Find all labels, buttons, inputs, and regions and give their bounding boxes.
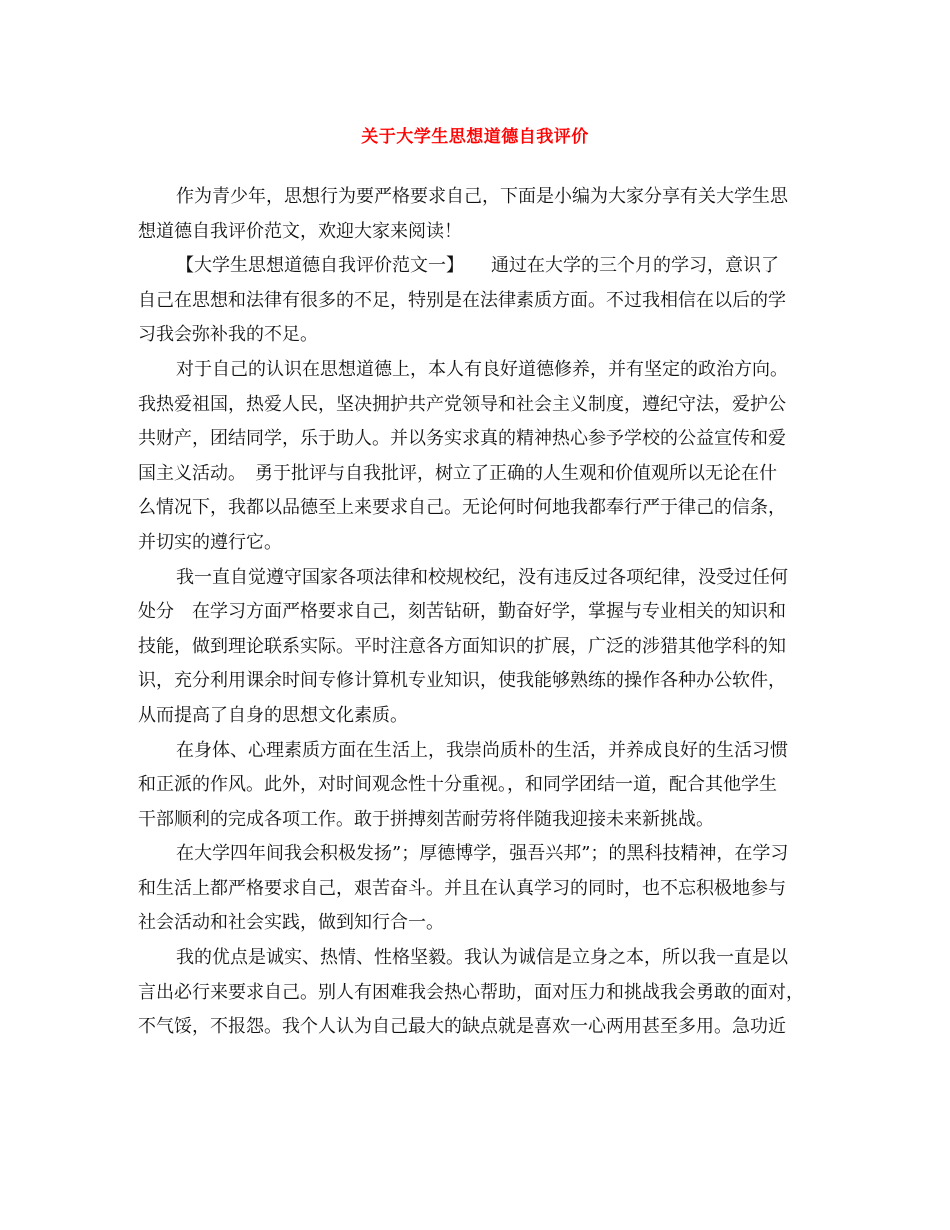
paragraph — [138, 561, 828, 734]
paragraph-line: 社会活动和社会实践，做到知行合一。 — [138, 912, 444, 934]
paragraph-line: 技能，做到理论联系实际。平时注意各方面知识的扩展，广泛的涉猎其他学科的知 — [138, 635, 786, 657]
paragraph-line: 不气馁，不报怨。我个人认为自己最大的缺点就是喜欢一心两用甚至多用。急功近 — [138, 1016, 786, 1038]
paragraph-line: 作为青少年，思想行为要严格要求自己，下面是小编为大家分享有关大学生思 — [176, 186, 788, 207]
paragraph-line: 对于自己的认识在思想道德上，本人有良好道德修养，并有坚定的政治方向。 — [176, 358, 788, 380]
paragraph-line: 在大学四年间我会积极发扬”；厚德博学，强吾兴邦”；的黑科技精神，在学习 — [176, 843, 789, 865]
paragraph — [138, 734, 828, 838]
paragraph-line: 我一直自觉遵守国家各项法律和校规校纪，没有违反过各项纪律，没受过任何 — [176, 566, 788, 588]
paragraph-line: 处分 在学习方面严格要求自己，刻苦钻研，勤奋好学，掌握与专业相关的知识和 — [138, 601, 786, 623]
document-body — [138, 180, 828, 1045]
paragraph — [138, 941, 828, 1045]
paragraph-line: 和生活上都严格要求自己，艰苦奋斗。并且在认真学习的同时，也不忘积极地参与 — [138, 877, 786, 899]
paragraph-line: 和正派的作风。此外，对时间观念性十分重视。，和同学团结一道，配合其他学生 — [138, 774, 777, 796]
paragraph-line: 言出必行来要求自己。别人有困难我会热心帮助，面对压力和挑战我会勇敢的面对， — [138, 981, 804, 1003]
paragraph — [138, 837, 828, 941]
paragraph-line: 我热爱祖国，热爱人民，坚决拥护共产党领导和社会主义制度，遵纪守法，爱护公 — [138, 393, 786, 415]
paragraph-line: 识，充分利用课余时间专修计算机专业知识，使我能够熟练的操作各种办公软件， — [138, 670, 786, 692]
paragraph-line: 干部顺利的完成各项工作。敢于拼搏刻苦耐劳将伴随我迎接未来新挑战。 — [138, 808, 714, 830]
paragraph-line: 并切实的遵行它。 — [138, 531, 282, 553]
paragraph — [138, 249, 828, 353]
paragraph — [138, 180, 828, 249]
paragraph-line: 共财产，团结同学，乐于助人。并以务实求真的精神热心参予学校的公益宣传和爱 — [138, 428, 786, 450]
paragraph-line: 国主义活动。 勇于批评与自我批评，树立了正确的人生观和价值观所以无论在什 — [138, 462, 777, 484]
paragraph-line: 【大学生思想道德自我评价范文一】 通过在大学的三个月的学习，意识了 — [176, 255, 779, 277]
paragraph-line: 习我会弥补我的不足。 — [138, 324, 318, 346]
document-title: 关于大学生思想道德自我评价 — [361, 127, 589, 147]
paragraph-line: 么情况下，我都以品德至上来要求自己。无论何时何地我都奉行严于律己的信条， — [138, 497, 786, 519]
paragraph-line: 在身体、心理素质方面在生活上，我崇尚质朴的生活，并养成良好的生活习惯 — [176, 739, 788, 761]
paragraph-line: 自己在思想和法律有很多的不足，特别是在法律素质方面。不过我相信在以后的学 — [138, 289, 786, 311]
paragraph — [138, 353, 828, 561]
paragraph-line: 我的优点是诚实、热情、性格坚毅。我认为诚信是立身之本，所以我一直是以 — [176, 947, 788, 969]
paragraph-line: 从而提高了自身的思想文化素质。 — [138, 704, 408, 726]
paragraph-line: 想道德自我评价范文，欢迎大家来阅读！ — [138, 220, 462, 242]
